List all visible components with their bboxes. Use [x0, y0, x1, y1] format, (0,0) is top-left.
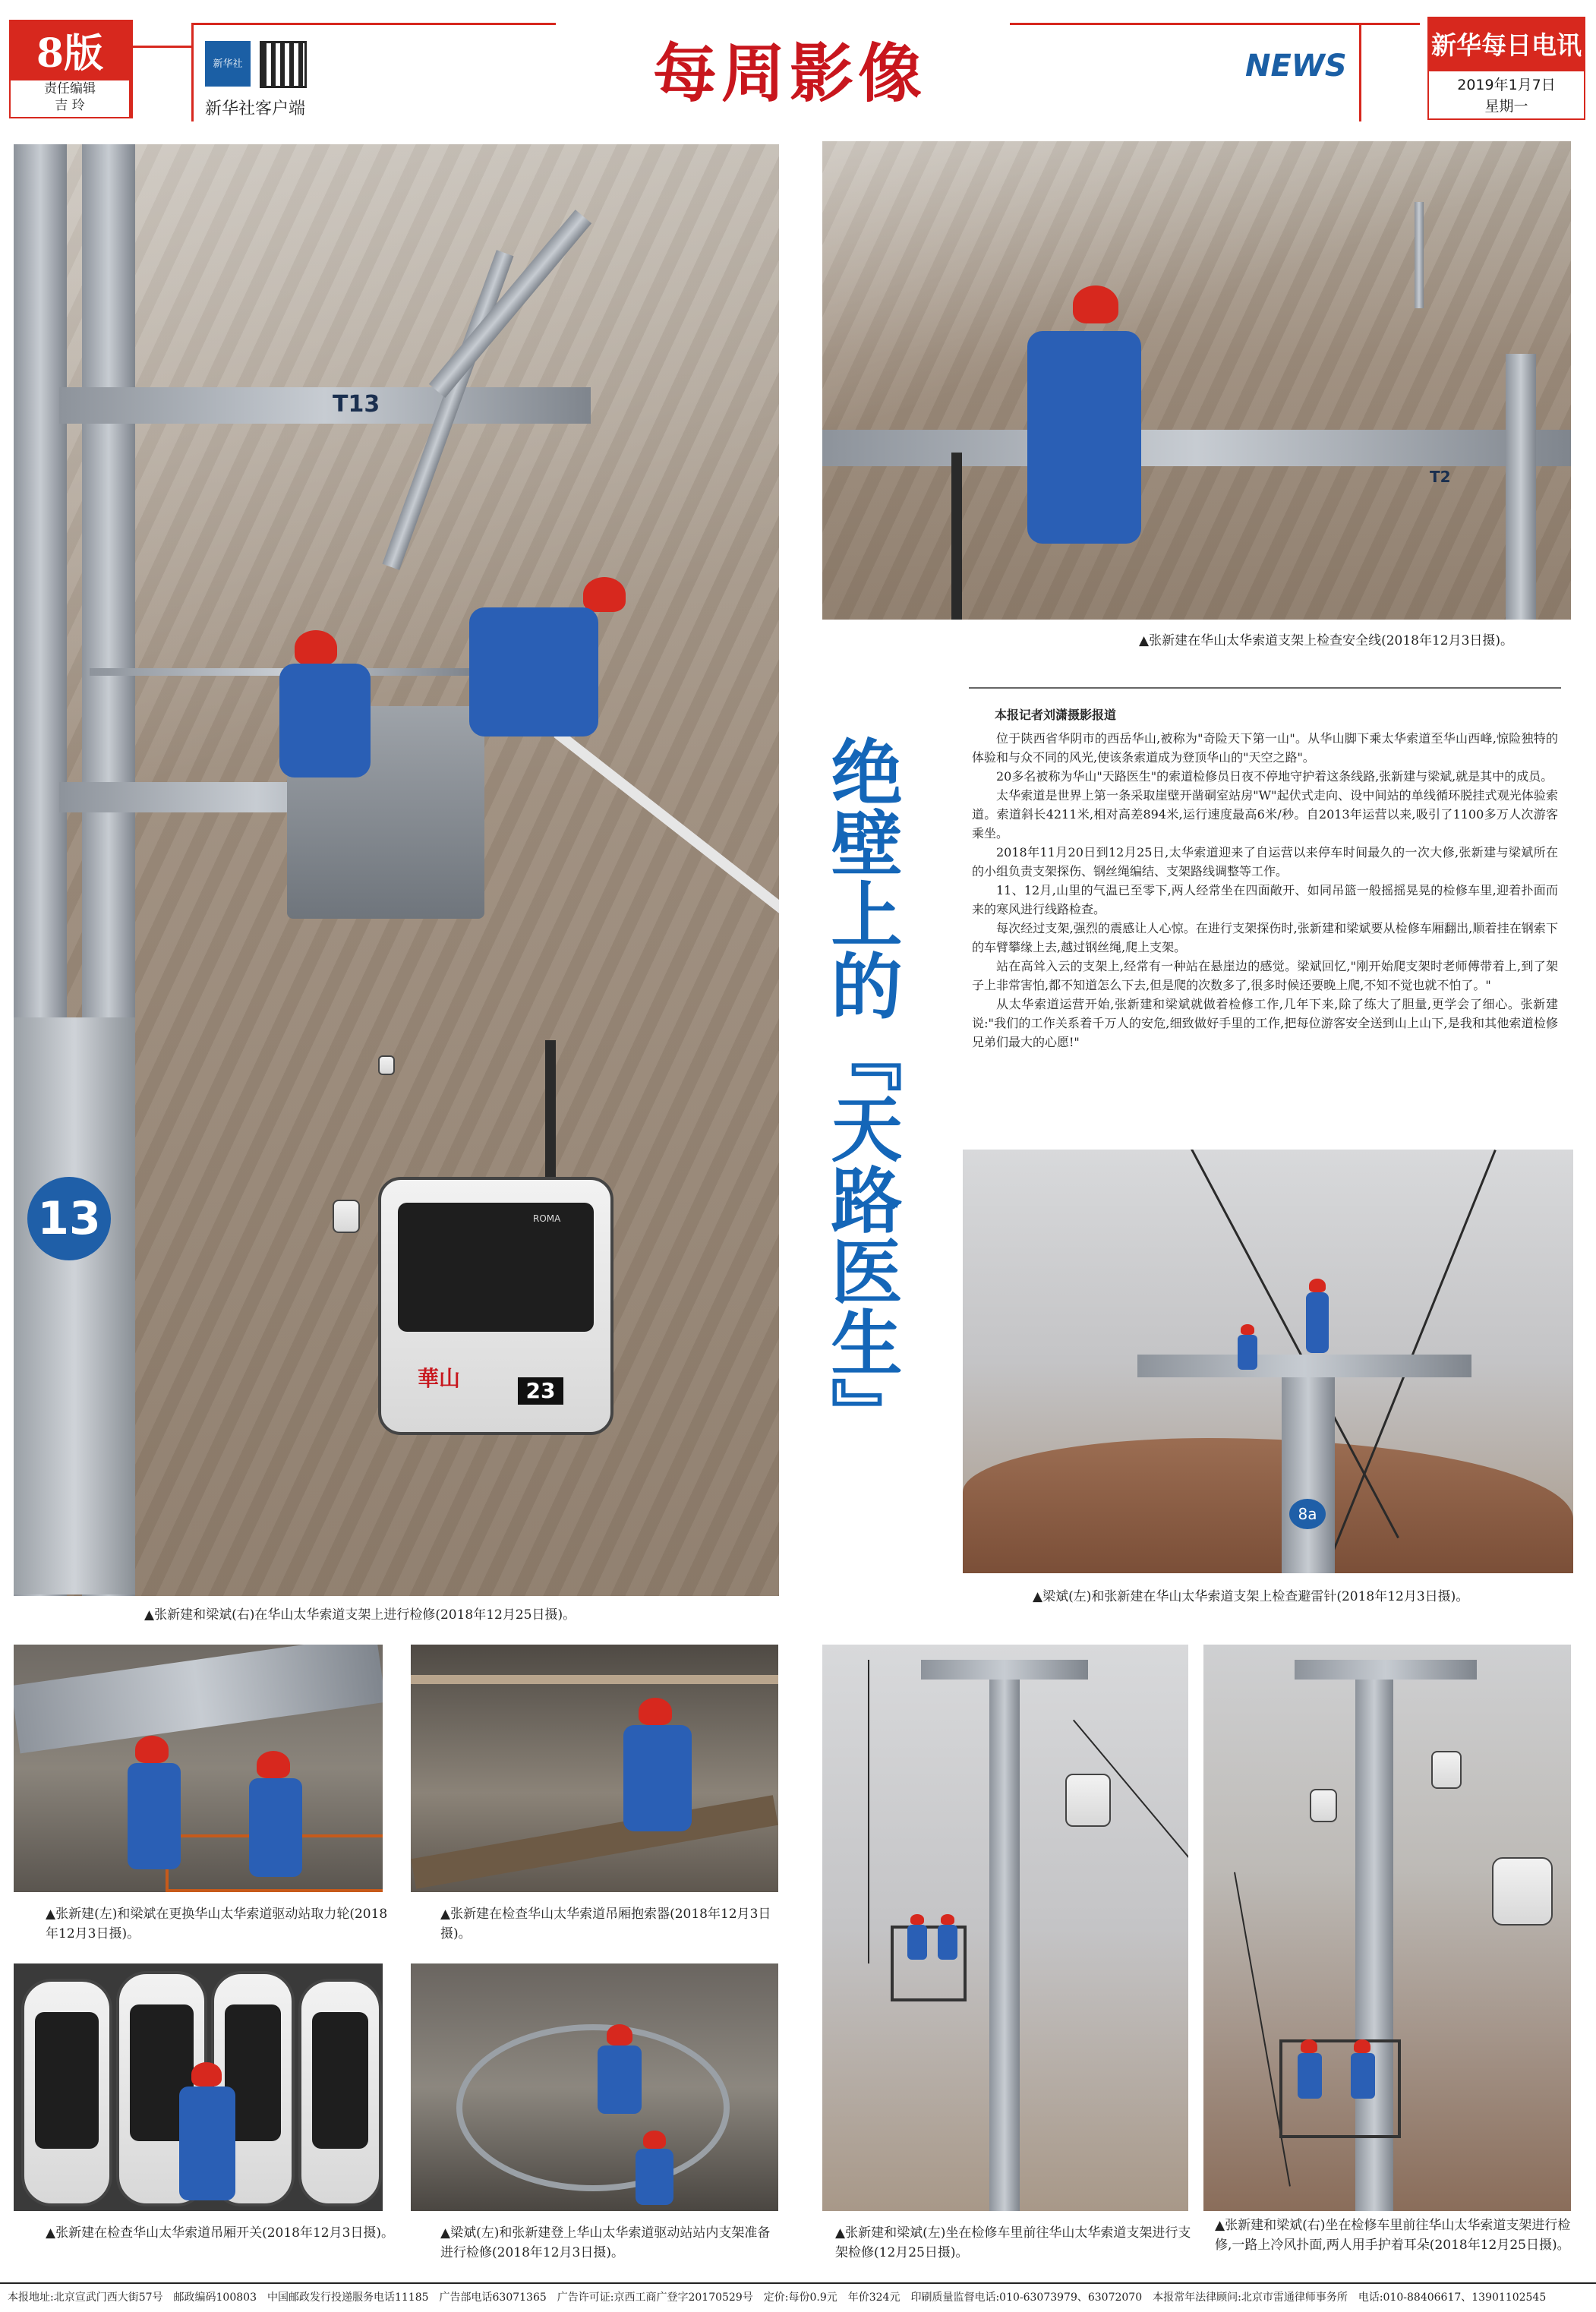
worker-zhang — [1005, 285, 1141, 559]
date-box — [1427, 70, 1585, 120]
crossarm-beam — [1137, 1355, 1471, 1377]
worker-zhang — [631, 2131, 677, 2206]
tower-post — [1282, 1377, 1335, 1573]
photo-climb-drive-station — [411, 1963, 778, 2211]
crossarm-label: T2 — [1430, 468, 1451, 486]
worker-zhang — [906, 1914, 929, 1960]
article-paragraph: 20多名被称为华山"天路医生"的索道检修员日夜不停地守护着这条线路,张新建与梁斌,就是其中的成员。 — [996, 769, 1553, 784]
helmet-icon — [295, 630, 337, 665]
distant-gondola — [1492, 1857, 1553, 1926]
photo-replace-drive-wheel — [14, 1645, 383, 1892]
worker-zhang — [1348, 2039, 1378, 2100]
caption-b1: ▲张新建(左)和梁斌在更换华山太华索道驱动站取力轮(2018年12月3日摄)。 — [46, 1907, 388, 1941]
distant-gondola — [1065, 1774, 1111, 1827]
gondola-brand: ROMA — [533, 1213, 561, 1224]
tower-post — [1506, 354, 1536, 620]
article-paragraph: 每次经过支架,强烈的震感让人心惊。在进行支架探伤时,张新建和梁斌要从检修车厢翻出,顺着挂在钢索下的车臂攀缘上去,越过钢丝绳,爬上支架。 — [972, 921, 1558, 954]
article-paragraph: 位于陕西省华阴市的西岳华山,被称为"奇险天下第一山"。从华山脚下乘太华索道至华山西峰,惊险独特的体验和与众不同的风光,使该条索道成为登顶华山的"天空之路"。 — [972, 731, 1558, 765]
tower-number-plate: 13 — [27, 1177, 111, 1260]
article-paragraph: 太华索道是世界上第一条采取崖壁开凿硐室站房"W"起伏式走向、设中间站的单线循环脱挂式观光体验索道。索道斜长4211米,相对高差894米,运行速度最高6米/秒。自2013年运营以来,吸引了1100多万人次游客乘坐。 — [972, 788, 1558, 841]
article-byline: 本报记者刘潇摄影报道 — [995, 708, 1117, 722]
tower-pillar — [14, 1017, 135, 1594]
page-number-badge: 8版 — [9, 20, 131, 79]
headline: 绝壁上的『天路医生』 — [819, 735, 901, 1449]
article-paragraph: 2018年11月20日到12月25日,太华索道迎来了自运营以来停车时间最久的一次大修,张新建与梁斌所在的小组负责支架探伤、钢丝绳编结、支架路线调整等工作。 — [972, 845, 1558, 878]
conveyor-rail — [411, 1795, 778, 1888]
helmet-icon — [1301, 2039, 1317, 2053]
crossarm-beam — [1295, 1660, 1477, 1680]
helmet-icon — [941, 1914, 954, 1925]
tower-number-plate: 8a — [1289, 1499, 1326, 1529]
helmet-icon — [1309, 1279, 1326, 1292]
helmet-icon — [910, 1914, 924, 1925]
qr-code-icon — [260, 41, 307, 88]
header-rule-left — [131, 46, 191, 48]
hillside — [963, 1438, 1573, 1573]
helmet-icon — [1354, 2039, 1370, 2053]
worker-liang — [1295, 2039, 1325, 2100]
header-divider — [191, 23, 194, 121]
editor-name: 吉 玲 — [55, 98, 85, 113]
issue-date: 2019年1月7日 — [1457, 77, 1556, 93]
worker-zhang — [173, 2062, 241, 2206]
caption-top-right: ▲张新建在华山太华索道支架上检查安全线(2018年12月3日摄)。 — [1139, 633, 1514, 648]
article-paragraph: 11、12月,山里的气温已至零下,两人经常坐在四面敞开、如同吊篮一般摇摇晃晃的检修车里,迎着扑面而来的寒风进行线路检查。 — [972, 883, 1558, 916]
distant-gondola — [378, 1055, 395, 1075]
helmet-icon — [135, 1736, 169, 1763]
worker-liang — [469, 577, 591, 759]
column-title: 每周影像 — [652, 36, 926, 111]
editor-box — [9, 79, 131, 118]
photo-check-cabin-switch — [14, 1963, 383, 2211]
helmet-icon — [1241, 1324, 1254, 1335]
worker-liang — [936, 1914, 959, 1960]
helmet-icon — [583, 577, 626, 612]
distant-gondola — [1431, 1751, 1462, 1789]
header-divider — [131, 20, 133, 118]
caption-b3: ▲张新建在检查华山太华索道吊厢开关(2018年12月3日摄)。 — [46, 2225, 395, 2241]
gondola-logo: 華山 — [418, 1366, 461, 1391]
helmet-icon — [643, 2131, 666, 2149]
worker-zhang — [608, 1698, 699, 1834]
caption-b6: ▲张新建和梁斌(右)坐在检修车里前往华山太华索道支架进行检修,一路上冷风扑面,两人用手护着耳朵(2018年12月25日摄)。 — [1215, 2218, 1571, 2253]
crossarm-beam — [921, 1660, 1088, 1680]
caption-mid-right: ▲梁斌(左)和张新建在华山太华索道支架上检查避雷针(2018年12月3日摄)。 — [1033, 1589, 1469, 1604]
helmet-icon — [257, 1751, 290, 1778]
caption-b5: ▲张新建和梁斌(左)坐在检修车里前往华山太华索道支架进行支架检修(12月25日摄)。 — [835, 2225, 1191, 2260]
worker-zhang — [120, 1736, 188, 1872]
cabin — [21, 1979, 112, 2206]
worker-liang — [1236, 1324, 1259, 1370]
client-label: 新华社客户端 — [205, 99, 306, 118]
caption-main: ▲张新建和梁斌(右)在华山太华索道支架上进行检修(2018年12月25日摄)。 — [144, 1607, 576, 1623]
worker-liang — [593, 2024, 646, 2115]
header-rule — [191, 23, 556, 25]
cabin — [298, 1979, 382, 2206]
gondola-number: 23 — [518, 1377, 563, 1405]
helmet-icon — [639, 1698, 672, 1725]
helmet-icon — [607, 2024, 632, 2045]
header-divider — [1359, 23, 1361, 121]
caption-b2: ▲张新建在检查华山太华索道吊厢抱索器(2018年12月3日摄)。 — [440, 1907, 771, 1941]
photo-safety-line-check — [822, 141, 1571, 620]
article-paragraph: 站在高耸入云的支架上,经常有一种站在悬崖边的感觉。梁斌回忆,"刚开始爬支架时老师傅带着上,到了架子上非常害怕,都不知道怎么下去,但是爬的次数多了,很多时候还要晚上爬,不知不觉也就不怕了。" — [972, 959, 1558, 992]
header-rule — [1010, 23, 1420, 25]
editor-label: 责任编辑 — [44, 81, 96, 96]
helmet-icon — [1073, 285, 1118, 323]
photo-check-grip — [411, 1645, 778, 1892]
distant-tower — [1415, 202, 1424, 308]
boom-arm — [429, 210, 591, 398]
distant-gondola — [1310, 1789, 1337, 1822]
xinhua-news-logo: NEWS — [1245, 49, 1347, 84]
main-photo-tower-repair — [14, 144, 779, 1596]
xinhua-logo: 新华社 — [205, 41, 251, 87]
tower-post — [989, 1660, 1020, 2211]
worker-liang — [241, 1751, 310, 1880]
worker-zhang — [1303, 1279, 1333, 1355]
footer-imprint: 本报地址:北京宣武门西大街57号 邮政编码100803 中国邮政发行投递服务电话11185 广告部电话63071365 广告许可证:京西工商广登字20170529号 定价:每份0.9元 年价324元 印刷质量监督电话:010-63073979、63072070 本报常年法律顾问:北京市雷通律师事务所 电话:010-88406617、13901102545 — [0, 2282, 1596, 2311]
issue-weekday: 星期一 — [1484, 98, 1528, 115]
drive-wheel-frame — [14, 1645, 383, 1753]
haul-rope — [868, 1660, 869, 1963]
worker-zhang — [272, 630, 378, 782]
crossarm-beam — [59, 387, 591, 424]
photo-lightning-rod-check — [963, 1150, 1573, 1573]
article-paragraph: 从太华索道运营开始,张新建和梁斌就做着检修工作,几年下来,除了练大了胆量,更学会了细心。张新建说:"我们的工作关系着千万人的安危,细致做好手里的工作,把每位游客安全送到山上山下,是我和其他索道检修兄弟们最大的心愿!" — [972, 997, 1558, 1049]
haul-rope — [1234, 1872, 1291, 2187]
photo-maintenance-car-2 — [1203, 1645, 1571, 2211]
distant-gondola — [333, 1200, 360, 1233]
brand-name: 新华每日电讯 — [1427, 17, 1585, 70]
photo-maintenance-car-1 — [822, 1645, 1188, 2211]
safety-line — [951, 453, 962, 620]
crossarm-beam — [822, 430, 1571, 466]
caption-b4: ▲梁斌(左)和张新建登上华山太华索道驱动站站内支架准备进行检修(2018年12月3日摄)。 — [440, 2225, 771, 2260]
helmet-icon — [191, 2062, 222, 2086]
crossarm-label: T13 — [333, 391, 380, 418]
gondola-23 — [378, 1177, 613, 1435]
article — [972, 687, 1558, 1052]
